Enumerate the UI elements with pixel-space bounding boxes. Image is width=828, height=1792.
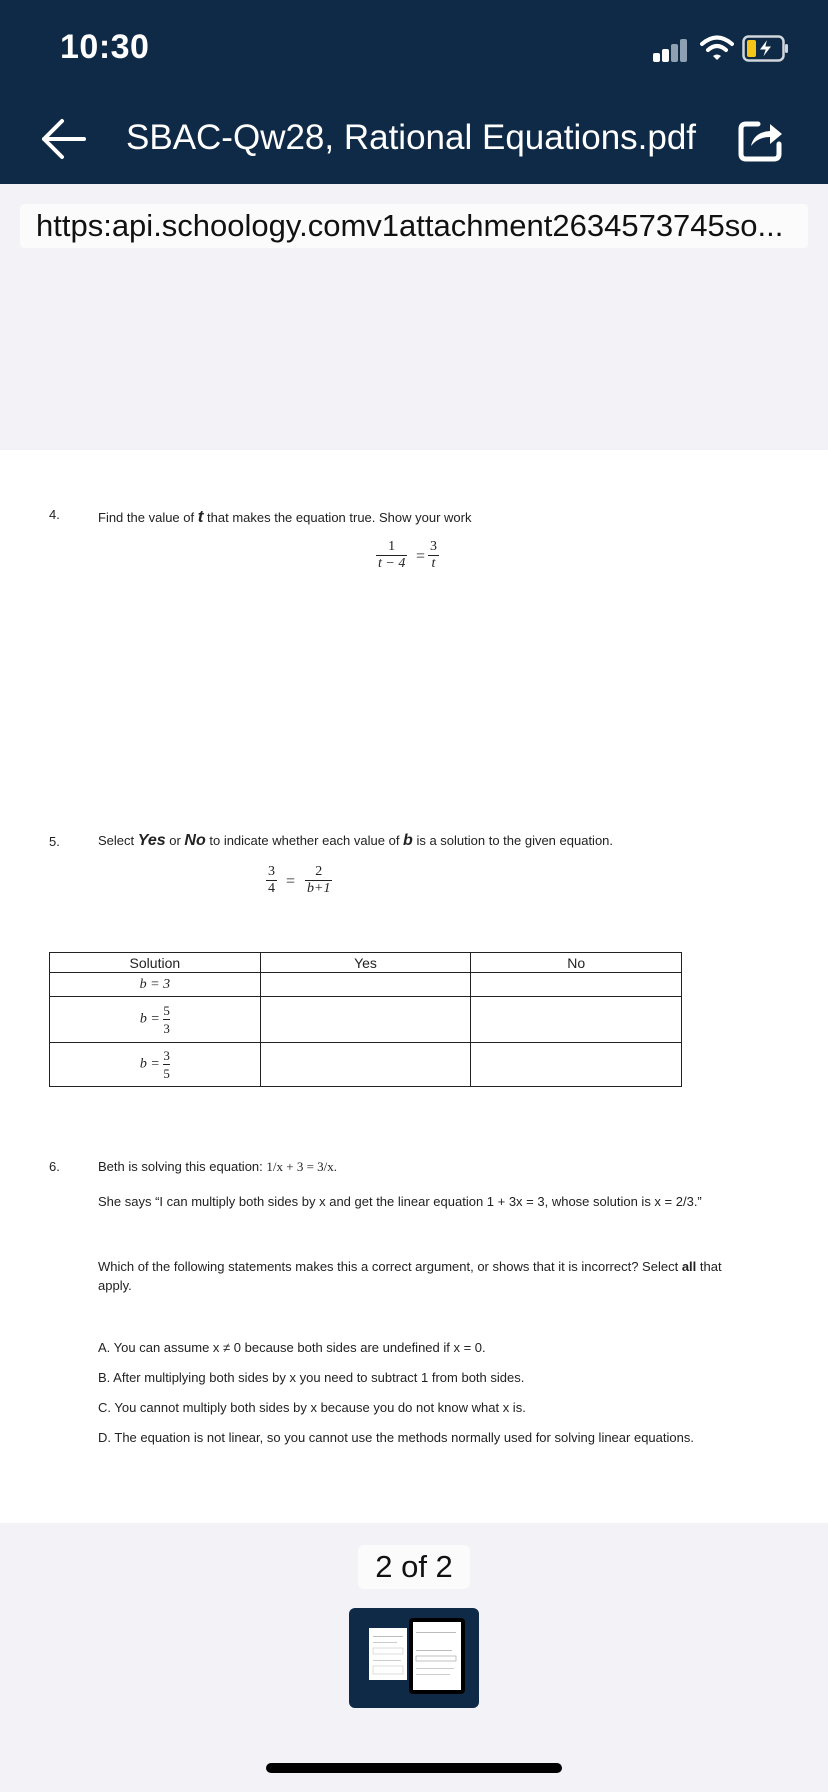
share-icon[interactable]	[736, 114, 786, 164]
table-row	[50, 997, 682, 1043]
row-1-yes-cell[interactable]	[260, 973, 471, 997]
thumbnail-page-1[interactable]	[369, 1628, 407, 1680]
thumbnail-page-2-selected[interactable]	[409, 1618, 465, 1694]
page-thumbnail-strip[interactable]	[349, 1608, 479, 1708]
row-3-yes-cell[interactable]	[260, 1043, 471, 1087]
q4-left-fraction: $\frac{1}{t - 4}$	[378, 539, 406, 571]
row-1-no-cell[interactable]	[471, 973, 682, 997]
question-4-number: 4.	[49, 507, 60, 522]
cellular-signal-icon	[651, 38, 691, 62]
app-header	[0, 0, 828, 184]
row-3-solution: b = $\frac{3}{5}$	[50, 1043, 261, 1087]
document-title: SBAC-Qw28, Rational Equations.pdf	[126, 118, 697, 157]
question-5-number: 5.	[49, 834, 60, 849]
thumbnail-lines-icon	[413, 1622, 461, 1690]
option-d: D. The equation is not linear, so you cannot use the methods normally used for solving linear equations.	[98, 1430, 694, 1445]
q5-answer-table	[49, 952, 682, 1087]
row-3-no-cell[interactable]	[471, 1043, 682, 1087]
question-6-prompt-line1: Which of the following statements makes this a correct argument, or shows that it is incorrect? Select all that	[98, 1259, 722, 1274]
row-2-solution: b = $\frac{5}{3}$	[50, 997, 261, 1043]
option-c: C. You cannot multiply both sides by x because you do not know what x is.	[98, 1400, 526, 1415]
table-header-solution: Solution	[50, 953, 261, 973]
question-6-number: 6.	[49, 1159, 60, 1174]
back-arrow-icon[interactable]	[38, 117, 88, 161]
q4-equals: =	[416, 548, 426, 565]
question-5-text: Select Yes or No to indicate whether each value of b is a solution to the given equation.	[98, 832, 614, 849]
row-2-no-cell[interactable]	[471, 997, 682, 1043]
option-a: A. You can assume x ≠ 0 because both sides are undefined if x = 0.	[98, 1340, 486, 1355]
table-row	[50, 973, 682, 997]
q5-equals: =	[286, 873, 296, 890]
page-indicator: 2 of 2	[358, 1545, 470, 1589]
battery-charging-icon	[742, 35, 790, 62]
row-1-solution: b = 3	[50, 973, 261, 997]
wifi-icon	[700, 34, 734, 62]
url-bar[interactable]: https:api.schoology.comv1attachment2634573745so...	[20, 204, 808, 248]
table-row	[50, 1043, 682, 1087]
home-indicator[interactable]	[266, 1763, 562, 1773]
q5-right-fraction: $\frac{2}{b+1}$	[307, 864, 331, 896]
q5-left-fraction: $\frac{3}{4}$	[268, 864, 275, 896]
question-6-quote: She says “I can multiply both sides by x and get the linear equation 1 + 3x = 3, whose solution is x = 2/3.”	[98, 1194, 702, 1209]
question-6-intro: Beth is solving this equation: 1/x + 3 = 3/x.	[98, 1159, 338, 1174]
status-time: 10:30	[60, 28, 150, 66]
table-header-no: No	[471, 953, 682, 973]
option-b: B. After multiplying both sides by x you need to subtract 1 from both sides.	[98, 1370, 525, 1385]
question-4-text: Find the value of t that makes the equation true. Show your work	[98, 507, 472, 526]
table-header-row	[50, 953, 682, 973]
table-header-yes: Yes	[260, 953, 471, 973]
thumbnail-lines-icon	[369, 1628, 407, 1680]
pdf-page	[0, 450, 828, 1523]
row-2-yes-cell[interactable]	[260, 997, 471, 1043]
question-6-prompt-line2: apply.	[98, 1278, 132, 1293]
q4-right-fraction: $\frac{3}{t}$	[430, 539, 437, 571]
